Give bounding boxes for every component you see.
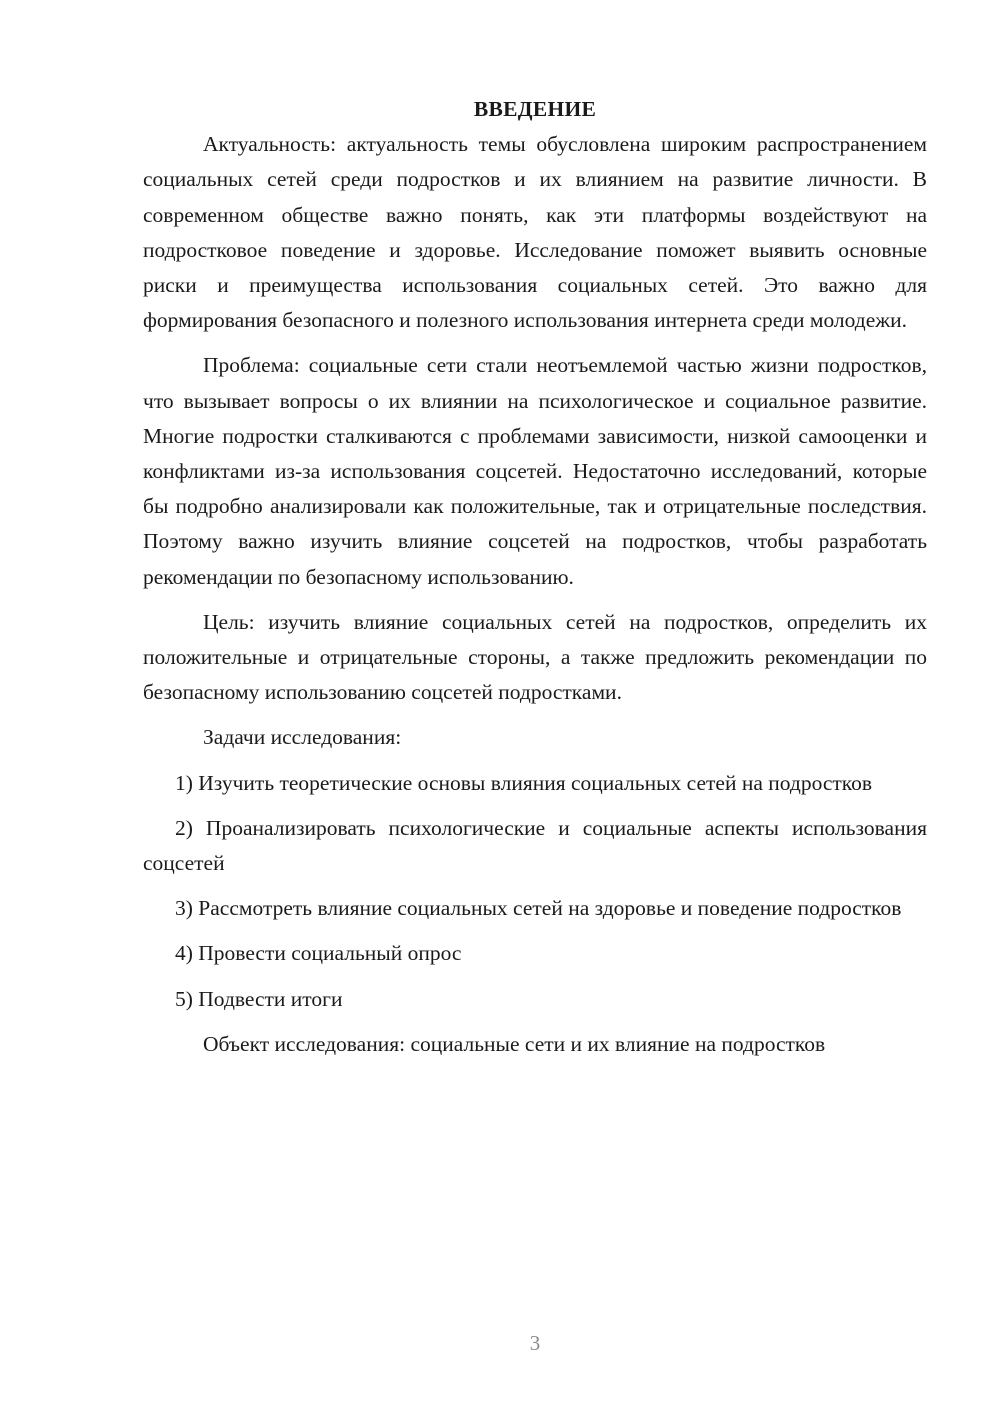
tasks-heading: Задачи исследования: <box>203 725 402 750</box>
task-item-5: 5) Подвести итоги <box>175 986 343 1011</box>
paragraph-goal: Цель: изучить влияние социальных сетей на подростков, определить их положительные и отрицательные стороны, а также предложить рекомендации по безопасному использованию соцсетей подростками. <box>143 609 927 705</box>
task-item-3: 3) Рассмотреть влияние социальных сетей на здоровье и поведение подростков <box>175 896 902 921</box>
paragraph-relevance: Актуальность: актуальность темы обусловлена широким распространением социальных сетей среди подростков и их влиянием на развитие личности. В современном обществе важно понять, как эти платформы воздействуют на подростковое поведение и здоровье. Исследование поможет выявить основные риски и преимущества использования социальных сетей. Это важно для формирования безопасного и полезного использования интернета среди молодежи. <box>143 132 927 333</box>
paragraph-problem: Проблема: социальные сети стали неотъемлемой частью жизни подростков, что вызывает вопросы о их влиянии на психологическое и социальное развитие. Многие подростки сталкиваются с проблемами зависимости, низкой самооценки и конфликтами из-за использования соцсетей. Недостаточно исследований, которые бы подробно анализировали как положительные, так и отрицательные последствия. Поэтому важно изучить влияние соцсетей на подростков, чтобы разработать рекомендации по безопасному использованию. <box>143 353 927 589</box>
task-item-2: 2) Проанализировать психологические и социальные аспекты использования соцсетей <box>143 815 927 876</box>
page-number: 3 <box>529 1331 541 1355</box>
paragraph-object: Объект исследования: социальные сети и их влияние на подростков <box>203 1031 826 1056</box>
section-title: ВВЕДЕНИЕ <box>473 97 597 121</box>
task-item-1: 1) Изучить теоретические основы влияния социальных сетей на подростков <box>175 770 873 795</box>
task-item-4: 4) Провести социальный опрос <box>175 941 462 966</box>
page-content <box>143 92 927 1062</box>
